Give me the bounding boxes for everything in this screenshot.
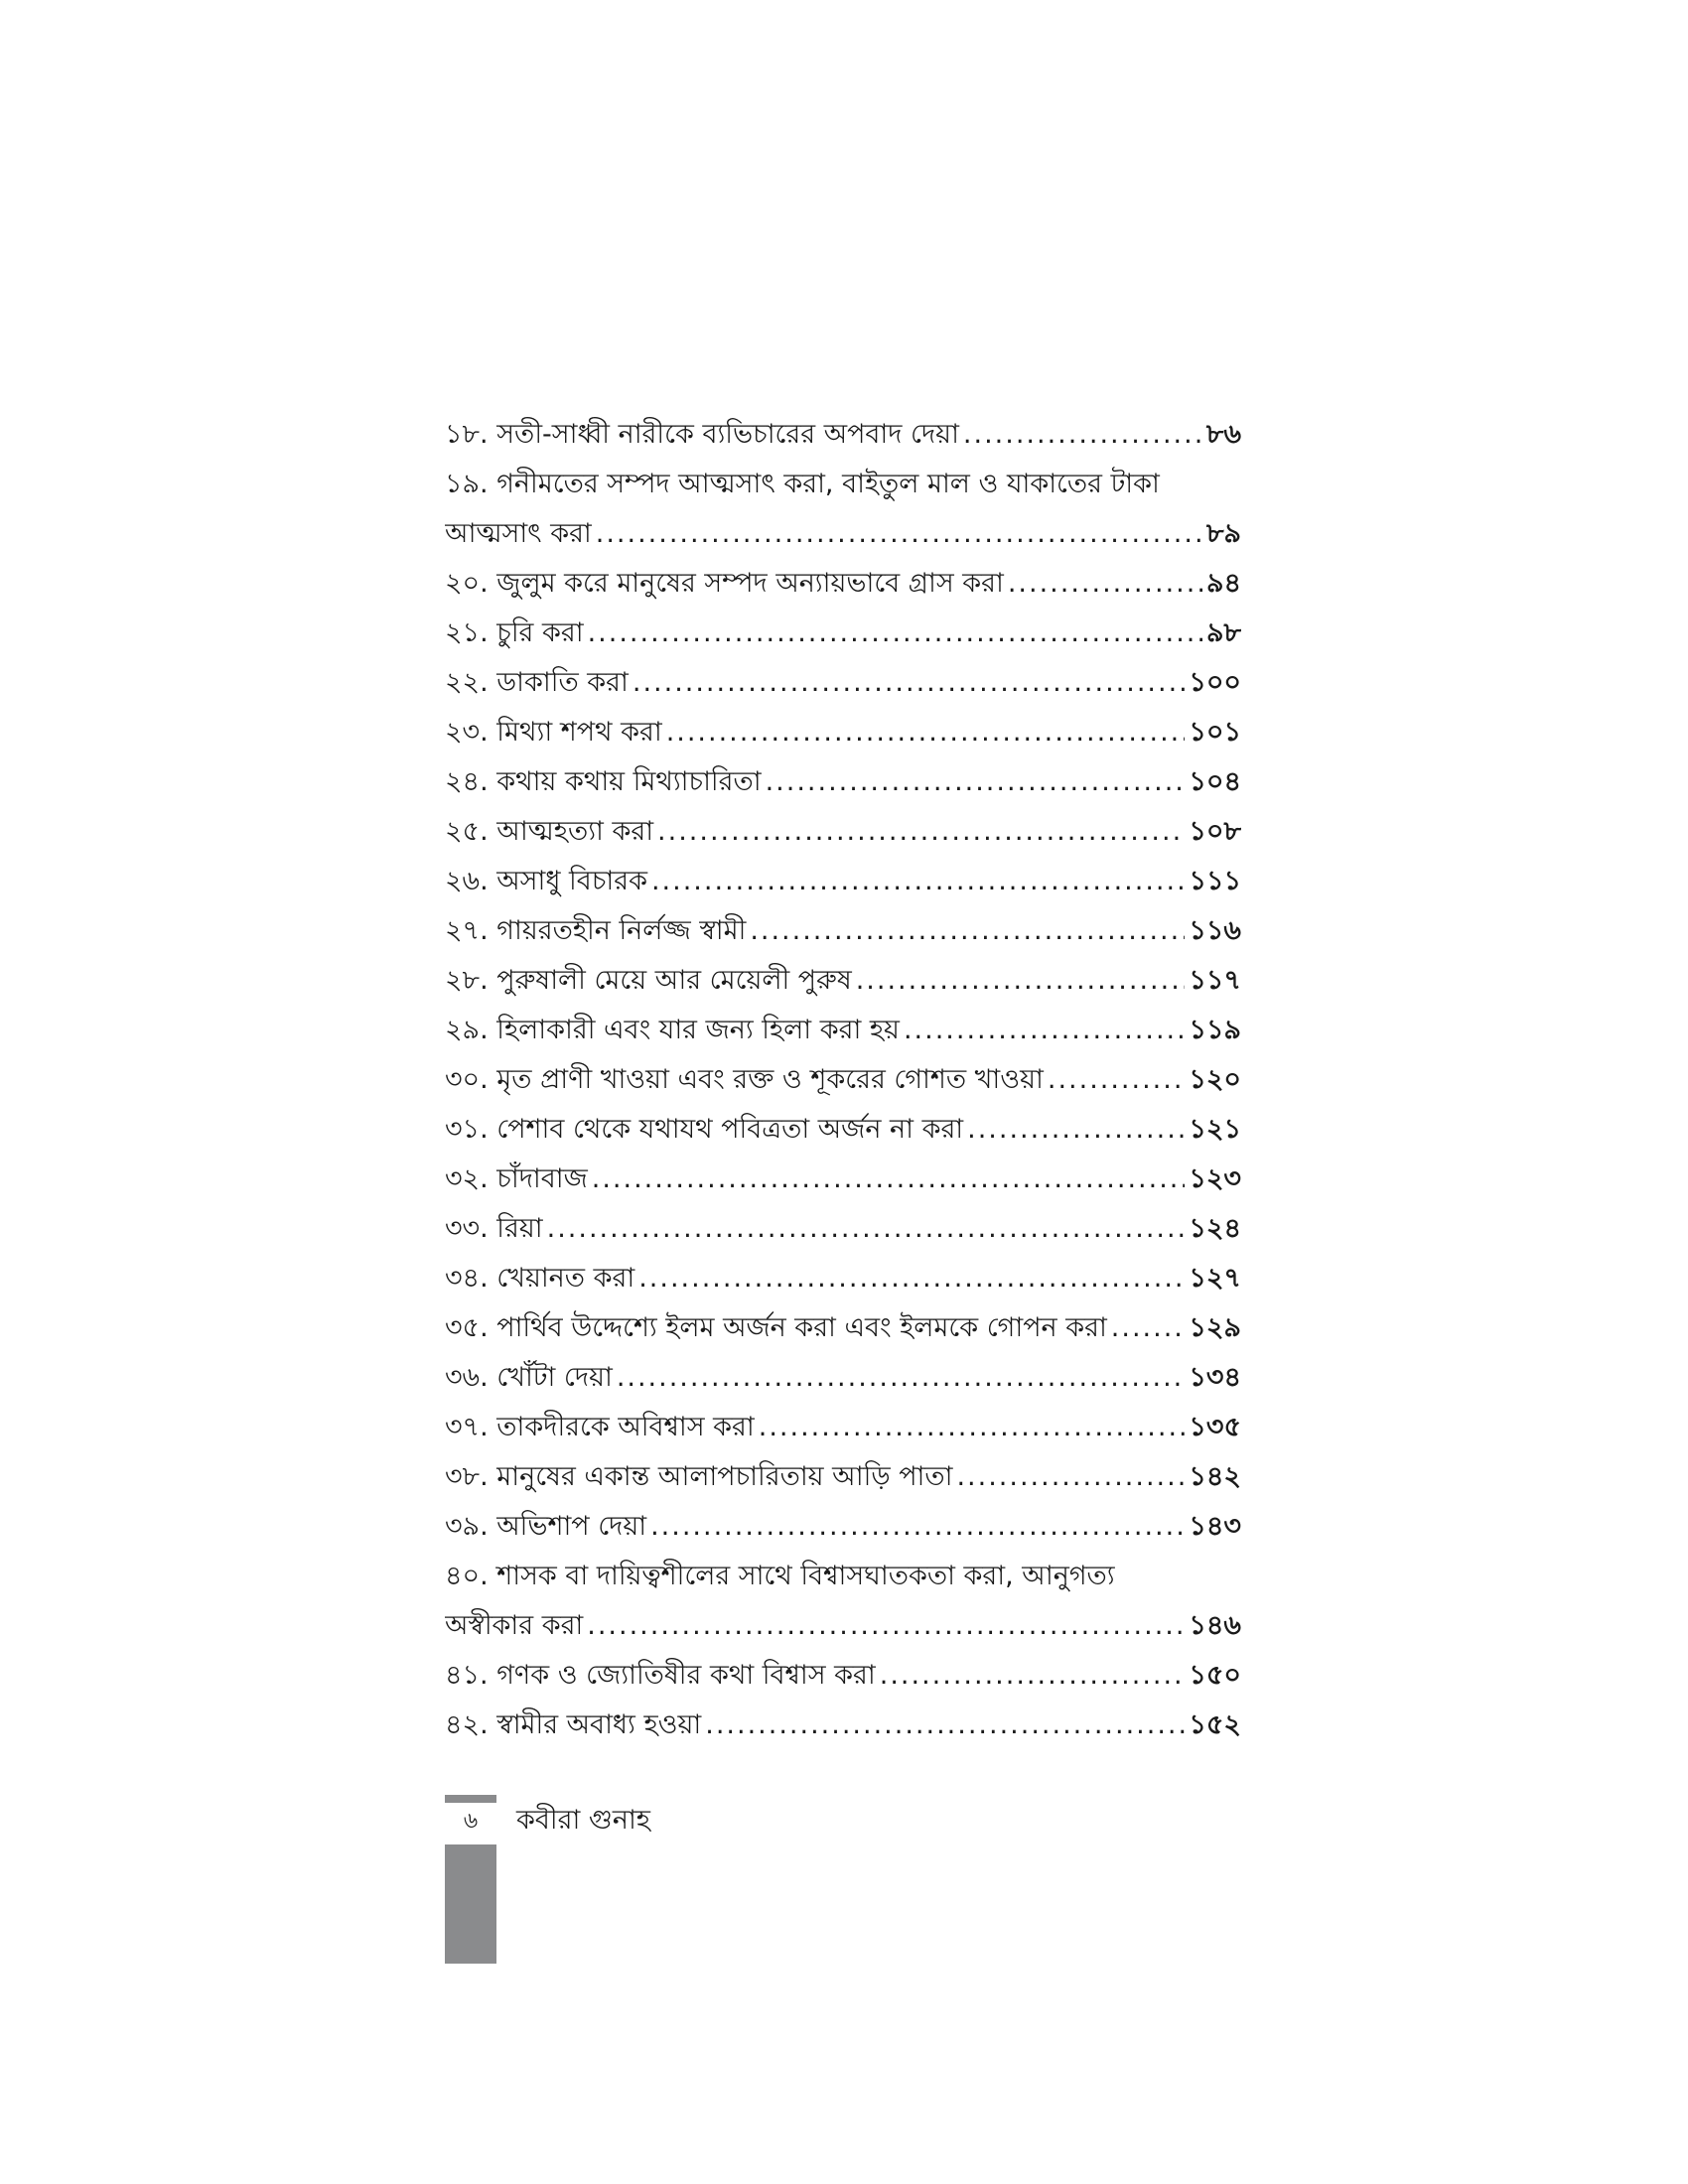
toc-dot-leader	[1008, 559, 1202, 609]
toc-dot-leader	[547, 1204, 1186, 1254]
toc-entry-title: খেয়ানত করা	[496, 1263, 635, 1294]
toc-entry-number: ৩১.	[445, 1114, 489, 1145]
toc-entry-title: রিয়া	[496, 1213, 543, 1244]
toc-entry-title: চুরি করা	[496, 617, 584, 648]
toc-entry-heading	[445, 757, 766, 807]
toc-dot-leader	[657, 807, 1185, 857]
toc-entry-page: ১১১	[1189, 866, 1241, 896]
toc-entry-page: ৮৬	[1205, 419, 1241, 450]
toc-entry-page: ১২৩	[1189, 1163, 1241, 1194]
toc-entry-title: ডাকাতি করা	[496, 667, 629, 698]
toc-entry	[445, 559, 1241, 609]
toc-entry-title: সতী-সাধ্বী নারীকে ব্যভিচারের অপবাদ দেয়া	[496, 419, 959, 450]
toc-entry-heading	[445, 1502, 650, 1552]
toc-entry	[445, 1403, 1241, 1452]
toc-entry-number: ৩৭.	[445, 1412, 489, 1442]
toc-entry-title: মানুষের একান্ত আলাপচারিতায় আড়ি পাতা	[496, 1461, 953, 1492]
toc-entry-number: ৩৩.	[445, 1213, 489, 1244]
toc-entry-page: ১১৬	[1189, 915, 1241, 946]
toc-entry-page: ১৩৫	[1189, 1412, 1241, 1442]
toc-entry-number: ৩৬.	[445, 1362, 489, 1393]
toc-entry-page: ১২৪	[1189, 1213, 1241, 1244]
toc-entry-number: ৩৫.	[445, 1312, 489, 1343]
toc-dot-leader	[766, 757, 1186, 807]
toc-entry-page: ১৪৩	[1189, 1511, 1241, 1542]
toc-dot-leader	[596, 509, 1202, 559]
toc-entry-number: ৪০.	[445, 1561, 489, 1591]
toc-entry-number: ২৫.	[445, 816, 489, 847]
toc-dot-leader	[856, 956, 1186, 1006]
toc-entry-page: ১৩৪	[1189, 1362, 1241, 1393]
toc-entry-heading	[445, 559, 1008, 609]
toc-entry-heading	[445, 1651, 880, 1701]
toc-entry-page: ১৪২	[1189, 1461, 1241, 1492]
toc-entry-heading	[445, 1452, 956, 1502]
toc-entry-page: ১০৪	[1189, 766, 1241, 797]
footer-page-number: ৬	[463, 1809, 479, 1834]
toc-entry-number: ২৯.	[445, 1015, 489, 1045]
toc-entry-number: ৩৯.	[445, 1511, 489, 1542]
toc-entry-page: ৯৪	[1205, 568, 1241, 599]
toc-entry	[445, 1105, 1241, 1155]
toc-entry-heading	[445, 609, 588, 658]
toc-entry-number: ১৯.	[445, 469, 489, 499]
toc-entry-number: ৩৪.	[445, 1263, 489, 1294]
toc-entry-title: পেশাব থেকে যথাযথ পবিত্রতা অর্জন না করা	[496, 1114, 964, 1145]
toc-entry-number: ২৭.	[445, 915, 489, 946]
toc-entry	[445, 658, 1241, 708]
toc-entry-title: খোঁটা দেয়া	[496, 1362, 613, 1393]
toc-entry-number: ২২.	[445, 667, 489, 698]
toc-entry-title-continued: অস্বীকার করা	[445, 1610, 584, 1641]
toc-entry	[445, 1552, 1241, 1601]
toc-entry-page: ১১৯	[1189, 1015, 1241, 1045]
toc-dot-leader	[651, 857, 1185, 906]
footer-book-title: কবীরা গুনাহ	[516, 1805, 650, 1836]
toc-dot-leader	[705, 1701, 1185, 1750]
toc-entry-heading	[445, 1403, 759, 1452]
toc-entry	[445, 1155, 1241, 1204]
toc-entry-title: গায়রতহীন নির্লজ্জ স্বামী	[496, 915, 747, 946]
toc-entry-title: শাসক বা দায়িত্বশীলের সাথে বিশ্বাসঘাতকতা করা, আনুগত্য	[496, 1561, 1115, 1591]
toc-entry-page: ১৫০	[1189, 1660, 1241, 1691]
toc-entry-heading	[445, 1155, 592, 1204]
toc-entry-heading	[445, 956, 856, 1006]
toc-entry	[445, 807, 1241, 857]
toc-entry	[445, 1651, 1241, 1701]
toc-entry-heading	[445, 1303, 1111, 1353]
toc-entry-page: ১২৯	[1189, 1312, 1241, 1343]
toc-entry-number: ৩৮.	[445, 1461, 489, 1492]
toc-dot-leader	[588, 609, 1202, 658]
toc-entry-page: ১২১	[1189, 1114, 1241, 1145]
toc-entry-heading	[445, 1006, 904, 1055]
toc-entry-heading	[445, 1204, 547, 1254]
toc-dot-leader	[750, 906, 1185, 956]
toc-entry-heading	[445, 708, 666, 757]
toc-entry-title: গণক ও জ্যোতিষীর কথা বিশ্বাস করা	[496, 1660, 876, 1691]
toc-entry	[445, 1502, 1241, 1552]
toc-entry-title: তাকদীরকে অবিশ্বাস করা	[496, 1412, 755, 1442]
toc-entry-page: ১০১	[1189, 717, 1241, 748]
toc-entry	[445, 708, 1241, 757]
toc-entry-number: ২৪.	[445, 766, 489, 797]
toc-entry	[445, 1452, 1241, 1502]
toc-entry	[445, 1303, 1241, 1353]
toc-entry-heading	[445, 807, 657, 857]
footer-block	[445, 1844, 496, 1964]
toc-entry	[445, 1055, 1241, 1105]
toc-entry-number: ১৮.	[445, 419, 489, 450]
toc-dot-leader	[650, 1502, 1185, 1552]
toc-entry-title: চাঁদাবাজ	[496, 1163, 588, 1194]
toc-entry	[445, 956, 1241, 1006]
toc-entry-number: ৪১.	[445, 1660, 489, 1691]
toc-entry-title: আত্মহত্যা করা	[496, 816, 654, 847]
toc-entry-page: ১২৭	[1189, 1263, 1241, 1294]
toc-entry-page: ১২০	[1189, 1064, 1241, 1095]
toc-entry	[445, 1701, 1241, 1750]
toc-entry-heading	[445, 1105, 967, 1155]
toc-entry-title: গনীমতের সম্পদ আত্মসাৎ করা, বাইতুল মাল ও যাকাতের টাকা	[496, 469, 1160, 499]
toc-dot-leader	[1111, 1303, 1186, 1353]
toc-entry	[445, 609, 1241, 658]
toc-entry-title: পুরুষালী মেয়ে আর মেয়েলী পুরুষ	[496, 965, 852, 996]
toc-dot-leader	[587, 1601, 1185, 1651]
toc-entry	[445, 757, 1241, 807]
toc-dot-leader	[592, 1155, 1186, 1204]
toc-entry-heading	[445, 658, 633, 708]
toc-entry-heading	[445, 1254, 638, 1303]
toc-entry-page: ১১৭	[1189, 965, 1241, 996]
toc-entry-number: ২৮.	[445, 965, 489, 996]
toc-entry-title: হিলাকারী এবং যার জন্য হিলা করা হয়	[496, 1015, 900, 1045]
toc-entry	[445, 1353, 1241, 1403]
toc-entry-number: ৩২.	[445, 1163, 489, 1194]
toc-entry-page: ১০০	[1189, 667, 1241, 698]
toc-entry	[445, 460, 1241, 509]
toc-entry-title: অভিশাপ দেয়া	[496, 1511, 647, 1542]
toc-entry-title: অসাধু বিচারক	[496, 866, 647, 896]
toc-dot-leader	[617, 1353, 1186, 1403]
toc-entry-number: ২১.	[445, 617, 489, 648]
toc-entry-page: ৯৮	[1205, 617, 1241, 648]
toc-entry-title: মৃত প্রাণী খাওয়া এবং রক্ত ও শূকরের গোশত খাওয়া	[496, 1064, 1044, 1095]
toc-dot-leader	[963, 410, 1202, 460]
toc-entry-heading	[445, 906, 750, 956]
toc-entry-number: ২৬.	[445, 866, 489, 896]
toc-entry	[445, 410, 1241, 460]
toc-dot-leader	[956, 1452, 1185, 1502]
toc-entry-title: মিথ্যা শপথ করা	[496, 717, 662, 748]
toc-entry	[445, 1006, 1241, 1055]
toc-dot-leader	[967, 1105, 1185, 1155]
toc-entry	[445, 857, 1241, 906]
footer-bar	[445, 1795, 496, 1803]
toc-entry-heading	[445, 1701, 705, 1750]
toc-entry-title: জুলুম করে মানুষের সম্পদ অন্যায়ভাবে গ্রাস করা	[496, 568, 1004, 599]
toc-entry-title-continued: আত্মসাৎ করা	[445, 518, 592, 549]
toc-dot-leader	[880, 1651, 1186, 1701]
toc-entry-number: ২৩.	[445, 717, 489, 748]
toc-entry-title: কথায় কথায় মিথ্যাচারিতা	[496, 766, 762, 797]
toc-entry	[445, 1204, 1241, 1254]
toc-dot-leader	[904, 1006, 1185, 1055]
toc-entry-number: ৩০.	[445, 1064, 489, 1095]
toc-dot-leader	[633, 658, 1186, 708]
toc-dot-leader	[638, 1254, 1185, 1303]
toc-entry	[445, 1254, 1241, 1303]
toc-entry-continuation	[445, 509, 1241, 559]
toc-entry-page: ১০৮	[1189, 816, 1241, 847]
page-footer	[445, 1795, 941, 1964]
toc-entry-title: পার্থিব উদ্দেশ্যে ইলম অর্জন করা এবং ইলমকে গোপন করা	[496, 1312, 1107, 1343]
toc-entry-heading	[445, 1353, 617, 1403]
table-of-contents	[445, 410, 1241, 1750]
toc-entry-page: ৮৯	[1205, 518, 1241, 549]
toc-entry-page: ১৫২	[1189, 1709, 1241, 1740]
toc-dot-leader	[666, 708, 1186, 757]
toc-entry-continuation	[445, 1601, 1241, 1651]
toc-entry	[445, 906, 1241, 956]
toc-entry-heading	[445, 1055, 1048, 1105]
toc-entry-page: ১৪৬	[1189, 1610, 1241, 1641]
toc-entry-title: স্বামীর অবাধ্য হওয়া	[496, 1709, 702, 1740]
toc-entry-heading	[445, 857, 651, 906]
toc-dot-leader	[1048, 1055, 1186, 1105]
toc-entry-heading	[445, 410, 963, 460]
toc-entry-number: ৪২.	[445, 1709, 489, 1740]
toc-dot-leader	[759, 1403, 1186, 1452]
toc-entry-number: ২০.	[445, 568, 489, 599]
